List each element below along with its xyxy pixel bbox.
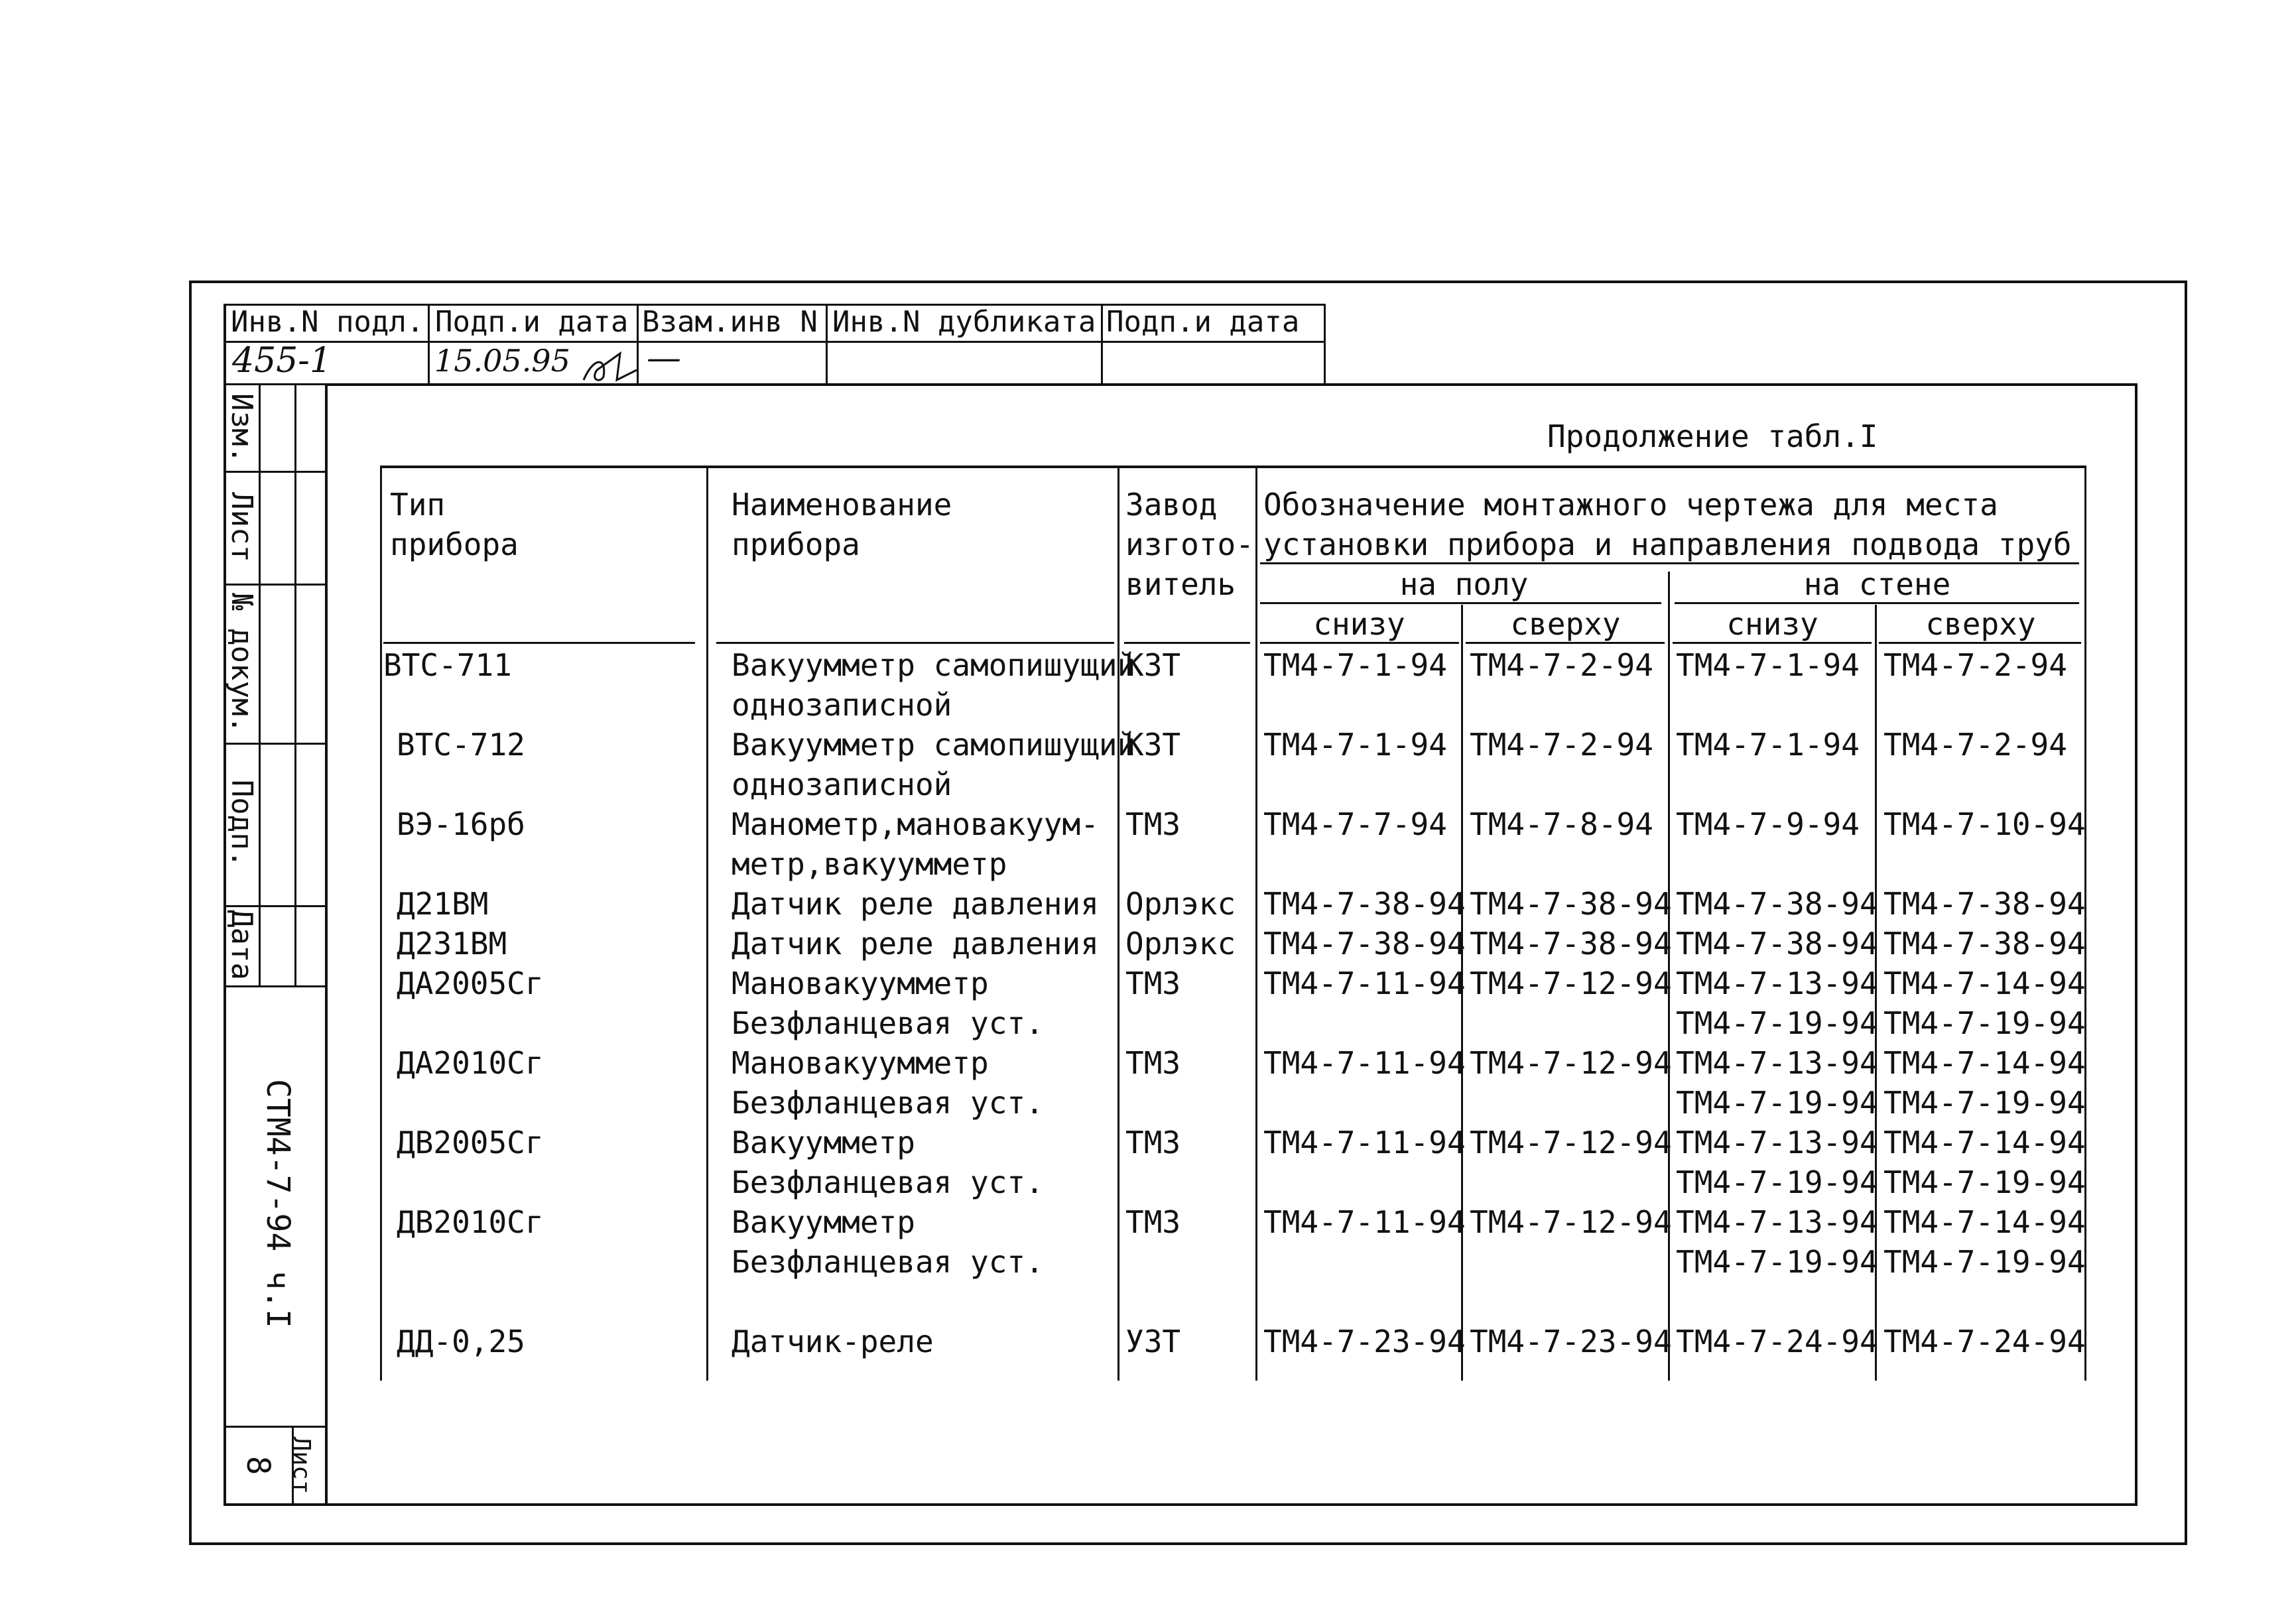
cell-drawing-c1: ТМ4-7-1-94 [1263,727,1447,763]
cell-drawing-c2: ТМ4-7-38-94 [1470,886,1672,922]
header-group-wall: на стене [1803,566,1951,602]
cell-name: Безфланцевая уст. [732,1164,1044,1200]
stamp-header-sign2: Подп.и дата [1106,305,1300,339]
cell-drawing-c4: ТМ4-7-14-94 [1883,966,2086,1001]
cell-maker: ТМЗ [1125,1045,1181,1081]
cell-maker: ТМЗ [1125,806,1181,842]
cell-drawing-c4: ТМ4-7-38-94 [1883,926,2086,962]
cell-drawing-c3: ТМ4-7-24-94 [1676,1324,1878,1359]
cell-drawing-c3: ТМ4-7-19-94 [1676,1244,1878,1280]
cell-name: Вакуумметр [732,1125,915,1160]
sheet-label: Лист [288,1436,315,1495]
cell-drawing-c4: ТМ4-7-14-94 [1883,1204,2086,1240]
cell-drawing-c2: ТМ4-7-12-94 [1470,966,1672,1001]
cell-name: Безфланцевая уст. [732,1244,1044,1280]
cell-maker: Орлэкс [1125,926,1236,962]
header-group-floor: на полу [1399,566,1529,602]
cell-name: Датчик реле давления [732,926,1099,962]
cell-drawing-c3: ТМ4-7-9-94 [1676,806,1860,842]
cell-drawing-c1: ТМ4-7-11-94 [1263,1045,1466,1081]
cell-maker: КЗТ [1125,727,1181,763]
cell-drawing-c3: ТМ4-7-19-94 [1676,1005,1878,1041]
header-floor-bottom: снизу [1313,606,1405,642]
cell-drawing-c3: ТМ4-7-38-94 [1676,886,1878,922]
header-type-line2: прибора [390,527,519,562]
cell-drawing-c4: ТМ4-7-19-94 [1883,1244,2086,1280]
cell-drawing-c4: ТМ4-7-10-94 [1883,806,2086,842]
cell-type: ВЭ-16рб [397,806,525,842]
cell-drawing-c2: ТМ4-7-8-94 [1470,806,1653,842]
document-code: СТМ4-7-94 ч.I [259,1079,296,1328]
cell-type: ВТС-712 [397,727,525,763]
cell-maker: ТМЗ [1125,1204,1181,1240]
stamp-header-replace: Взам.инв N [642,305,818,339]
cell-drawing-c3: ТМ4-7-13-94 [1676,1045,1878,1081]
cell-drawing-c3: ТМ4-7-19-94 [1676,1164,1878,1200]
cell-name: Мановакуумметр [732,1045,989,1081]
cell-drawing-c1: ТМ4-7-38-94 [1263,886,1466,922]
cell-drawing-c4: ТМ4-7-14-94 [1883,1045,2086,1081]
cell-drawing-c2: ТМ4-7-2-94 [1470,647,1653,683]
cell-maker: ТМЗ [1125,966,1181,1001]
stamp-replace-inv: — [647,338,681,378]
header-maker-line1: Завод [1125,487,1218,523]
cell-drawing-c4: ТМ4-7-24-94 [1883,1324,2086,1359]
cell-drawing-c4: ТМ4-7-19-94 [1883,1085,2086,1121]
side-label-date: Дата [225,910,259,980]
header-name-line2: прибора [732,527,860,562]
header-type-line1: Тип [390,487,446,523]
cell-drawing-c4: ТМ4-7-2-94 [1883,727,2067,763]
cell-type: Д21ВМ [397,886,489,922]
cell-drawing-c3: ТМ4-7-13-94 [1676,966,1878,1001]
cell-type: ДА2005Сг [397,966,544,1001]
cell-drawing-c4: ТМ4-7-19-94 [1883,1164,2086,1200]
stamp-header-inv: Инв.N подл. [231,305,424,339]
cell-drawing-c2: ТМ4-7-38-94 [1470,926,1672,962]
table-caption: Продолжение табл.I [1547,418,1878,454]
cell-drawing-c2: ТМ4-7-23-94 [1470,1324,1672,1359]
cell-maker: УЗТ [1125,1324,1181,1359]
stamp-sign-date: 15.05.95 [434,343,570,379]
cell-maker: КЗТ [1125,647,1181,683]
cell-name: однозаписной [732,687,952,723]
cell-name: Вакуумметр самопишущий [732,727,1136,763]
cell-name: Манометр,мановакуум- [732,806,1099,842]
side-label-sheet: Лист [225,492,259,562]
side-label-signature: Подп. [225,779,259,868]
stamp-header-duplicate: Инв.N дубликата [832,305,1096,339]
cell-drawing-c2: ТМ4-7-12-94 [1470,1125,1672,1160]
cell-type: ДВ2005Сг [397,1125,544,1160]
cell-name: Безфланцевая уст. [732,1085,1044,1121]
cell-name: Датчик-реле [732,1324,934,1359]
cell-drawing-c3: ТМ4-7-13-94 [1676,1125,1878,1160]
cell-name: однозаписной [732,767,952,802]
cell-drawing-c3: ТМ4-7-1-94 [1676,727,1860,763]
cell-drawing-c1: ТМ4-7-11-94 [1263,966,1466,1001]
header-floor-top: сверху [1510,606,1621,642]
cell-drawing-c4: ТМ4-7-2-94 [1883,647,2067,683]
header-wall-bottom: снизу [1726,606,1818,642]
cell-drawing-c3: ТМ4-7-19-94 [1676,1085,1878,1121]
cell-drawing-c1: ТМ4-7-1-94 [1263,647,1447,683]
header-wall-top: сверху [1925,606,2036,642]
cell-drawing-c2: ТМ4-7-12-94 [1470,1045,1672,1081]
cell-type: ДА2010Сг [397,1045,544,1081]
cell-name: Мановакуумметр [732,966,989,1001]
header-drawing-line2: установки прибора и направления подвода труб [1263,527,2072,562]
cell-maker: ТМЗ [1125,1125,1181,1160]
cell-drawing-c3: ТМ4-7-1-94 [1676,647,1860,683]
cell-type: ДВ2010Сг [397,1204,544,1240]
cell-type: ДД-0,25 [397,1324,525,1359]
header-maker-line3: витель [1125,566,1236,602]
cell-drawing-c1: ТМ4-7-11-94 [1263,1125,1466,1160]
cell-drawing-c4: ТМ4-7-19-94 [1883,1005,2086,1041]
cell-drawing-c1: ТМ4-7-23-94 [1263,1324,1466,1359]
sheet-number: 8 [239,1456,277,1475]
cell-drawing-c4: ТМ4-7-38-94 [1883,886,2086,922]
cell-drawing-c4: ТМ4-7-14-94 [1883,1125,2086,1160]
header-drawing-line1: Обозначение монтажного чертежа для места [1263,487,1998,523]
cell-drawing-c3: ТМ4-7-38-94 [1676,926,1878,962]
stamp-inv-number: 455-1 [232,341,332,381]
cell-drawing-c1: ТМ4-7-7-94 [1263,806,1447,842]
header-maker-line2: изгото- [1125,527,1254,562]
cell-name: Вакуумметр самопишущий [732,647,1136,683]
cell-drawing-c1: ТМ4-7-11-94 [1263,1204,1466,1240]
cell-name: Вакуумметр [732,1204,915,1240]
cell-drawing-c3: ТМ4-7-13-94 [1676,1204,1878,1240]
cell-name: Датчик реле давления [732,886,1099,922]
cell-type: ВТС-711 [383,647,512,683]
cell-name: метр,вакуумметр [732,846,1007,882]
cell-drawing-c2: ТМ4-7-2-94 [1470,727,1653,763]
cell-type: Д231ВМ [397,926,507,962]
cell-drawing-c1: ТМ4-7-38-94 [1263,926,1466,962]
cell-maker: Орлэкс [1125,886,1236,922]
side-label-docnum: № докум. [225,593,259,733]
cell-drawing-c2: ТМ4-7-12-94 [1470,1204,1672,1240]
side-label-change: Изм. [225,393,259,464]
stamp-header-sign: Подп.и дата [435,305,629,339]
header-name-line1: Наименование [732,487,952,523]
cell-name: Безфланцевая уст. [732,1005,1044,1041]
signature-mark [580,350,640,385]
